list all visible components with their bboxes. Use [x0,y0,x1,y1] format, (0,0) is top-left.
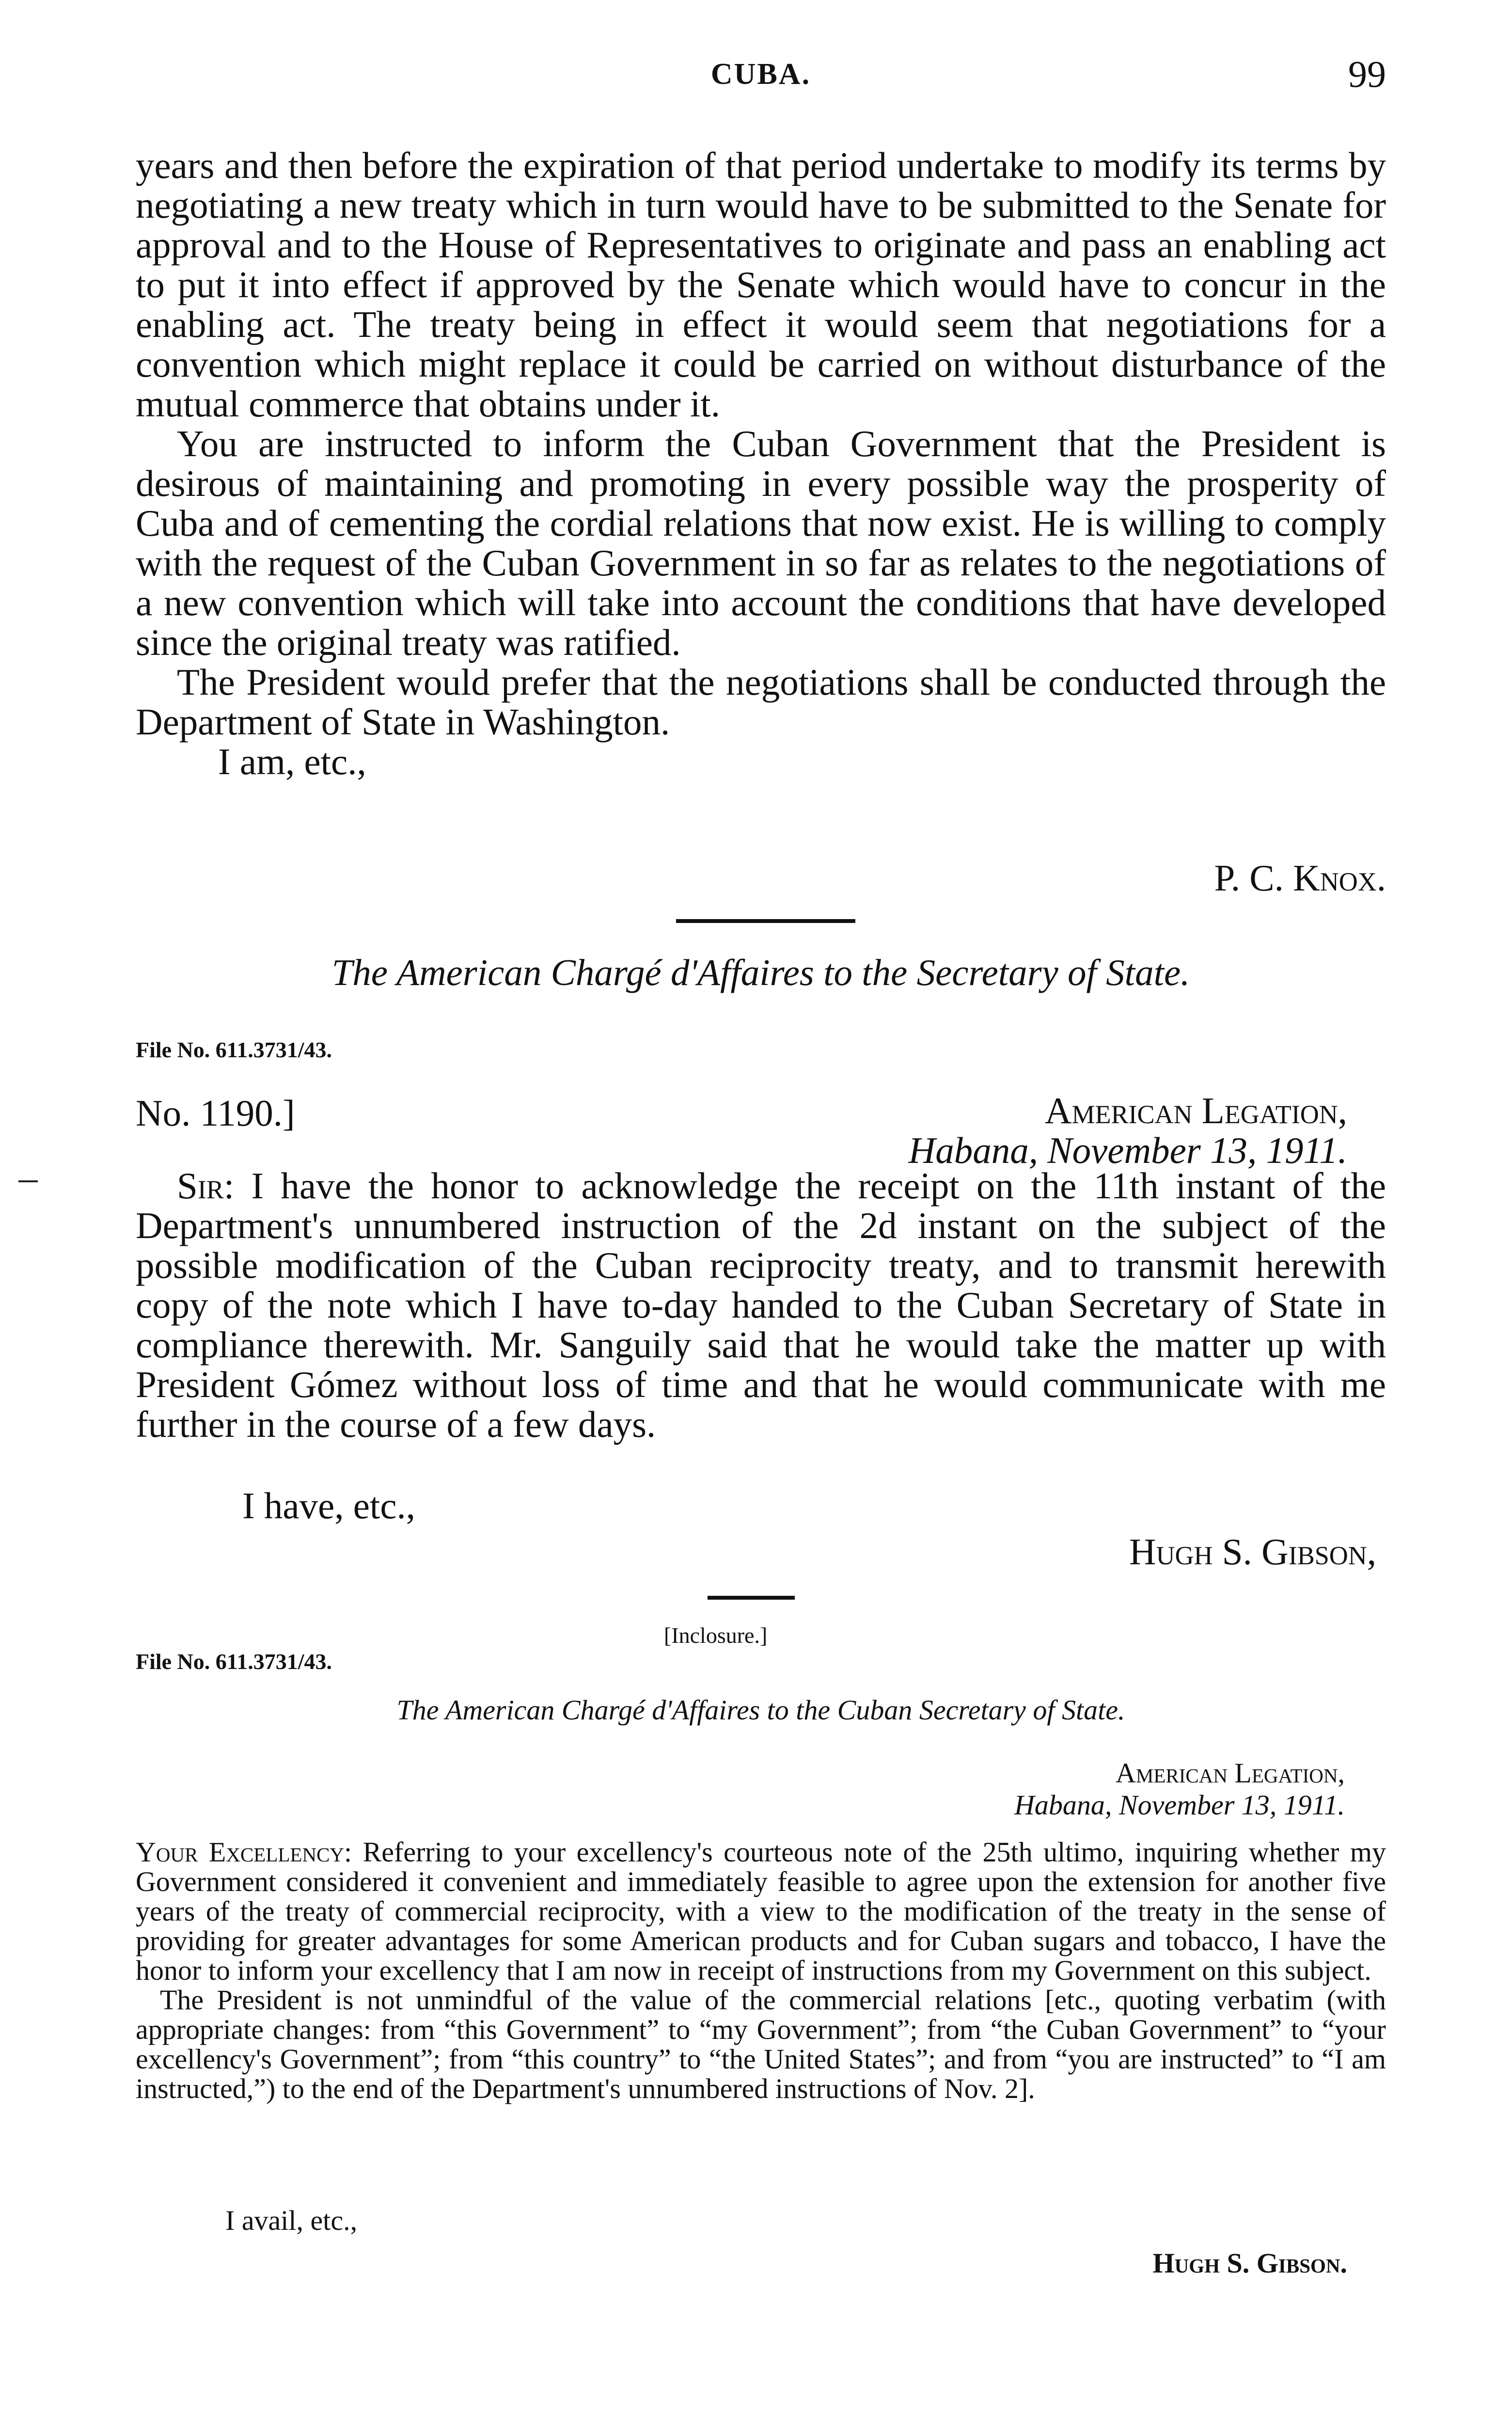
legation-name: American Legation, [1115,1757,1345,1789]
page-number: 99 [1348,53,1386,95]
section-divider [676,919,855,923]
document-number: No. 1190.] [136,1092,295,1134]
margin-mark [18,1180,38,1182]
gibson-signature: Hugh S. Gibson, [1129,1531,1376,1573]
president-paragraph: The President is not unmindful of the value of the commercial relations [etc., quoting verbatim (with appropriate changes: from “this Government” to “my Government”; from “the Cuban Government” to “your excellency's Government”; from “this country” to “the United States”; and from “you are instructed” to “I am instructed,”) to the end of the Department's unnumbered instructions of Nov. 2]. [136,1984,1386,2104]
inclosure-body [136,1837,1386,2103]
acknowledgment-text: : I have the honor to acknowledge the receipt on the 11th instant of the Department's unnumbered instruction of the 2d instant on the subject of the possible modification of the Cuban reciprocity treaty, and to transmit herewith copy of the note which I have to-day handed to the Cuban Secretary of State in compliance therewith. Mr. Sanguily said that he would take the matter up with President Gómez without loss of time and that he would communicate with me further in the course of a few days. [136,1165,1386,1445]
opening-text: : Referring to your excellency's courteous note of the 25th ultimo, inquiring whether my Government considered it convenient and immediately feasible to agree upon the extension for another five years of the treaty of commercial reciprocity, with a view to the modification of the treaty in the sense of providing for greater advantages for some American products and for Cuban sugars and tobacco, I have the honor to inform your excellency that I am now in receipt of instructions from my Government on this subject. [136,1836,1386,1986]
closing-phrase: I am, etc., [218,741,366,782]
section-divider [708,1596,795,1600]
preference-paragraph: The President would prefer that the negotiations shall be conducted through the Department of State in Washington. [136,661,1386,743]
gibson-signature: Hugh S. Gibson. [1152,2247,1347,2279]
place-date: Habana, November 13, 1911. [1014,1789,1345,1821]
instruction-paragraph: You are instructed to inform the Cuban Government that the President is desirous of maintaining and promoting in every possible way the prosperity of Cuba and of cementing the cordial relations that now exist. He is willing to comply with the request of the Cuban Government in so far as relates to the negotiations of a new convention which will take into account the conditions that have developed since the original treaty was ratified. [136,423,1386,663]
closing-phrase: I have, etc., [242,1485,415,1526]
knox-signature: P. C. Knox. [1214,857,1386,899]
continued-paragraph: years and then before the expiration of that period undertake to modify its terms by negotiating a new treaty which in turn would have to be submitted to the Senate for approval and to the House of Representatives to originate and pass an enabling act to put it into effect if approved by the Senate which would have to concur in the enabling act. The treaty being in effect it would seem that negotiations for a convention which might replace it could be carried on without disturbance of the mutual commerce that obtains under it. [136,144,1386,425]
opening-paragraph [136,1837,1386,1985]
file-number: File No. 611.3731/43. [136,1037,332,1062]
place-date: Habana, November 13, 1911. [908,1129,1347,1171]
gibson-letter-body [136,1166,1386,1444]
acknowledgment-paragraph [136,1166,1386,1444]
knox-letter-body [136,145,1386,781]
file-number: File No. 611.3731/43. [136,1649,332,1674]
running-title: CUBA. [710,58,811,91]
inclosure-legation-heading [763,1757,1345,1821]
inclosure-label: [Inclosure.] [664,1623,768,1648]
legation-name: American Legation, [1044,1090,1347,1131]
page-header [136,53,1386,106]
inclosure-title: The American Chargé d'Affaires to the Cuban Secretary of State. [396,1694,1125,1726]
letter-title: The American Chargé d'Affaires to the Secretary of State. [331,952,1190,993]
salutation: Your Excellency [136,1836,345,1868]
legation-heading [814,1091,1347,1170]
salutation: Sir [177,1165,224,1207]
closing-phrase: I avail, etc., [225,2205,358,2236]
